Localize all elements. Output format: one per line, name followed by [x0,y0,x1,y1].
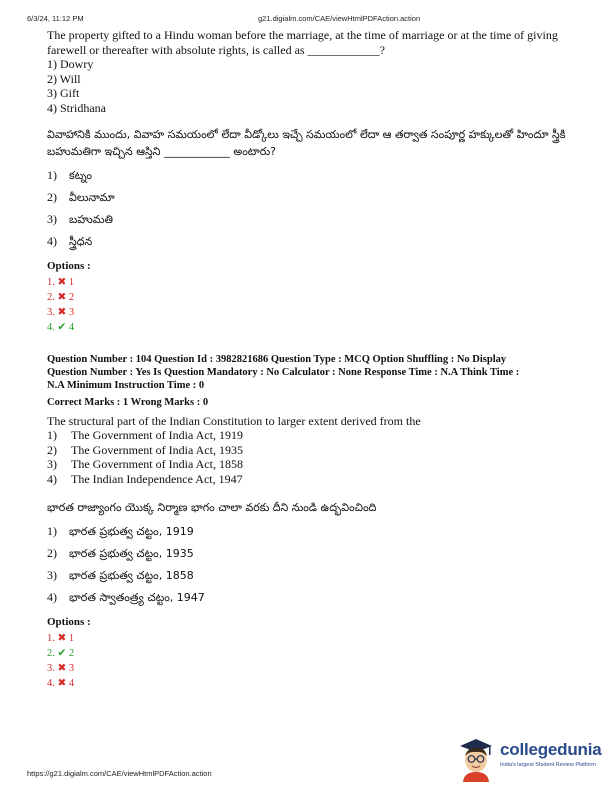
q104-option-en-1 [47,428,567,443]
option-number: 1) [47,523,57,538]
q104-answer-2: 2. ✔ 2 [47,647,75,659]
q103-option-te-4 [47,230,567,252]
student-mascot-icon [456,736,496,782]
q103-option-en-2: 2) Will [47,71,81,86]
option-text: The Indian Independence Act, 1947 [71,471,243,486]
option-text: బహుమతి [69,212,113,226]
q103-text-te: వివాహానికి ముందు, వివాహ సమయంలో లేదా వీడ్కోలు ఇచ్చే సమయంలో లేదా ఆ తర్వాత సంపూర్ణ హక్కులతో హిందూ స్త్రీకి బహుమతిగా ఇచ్చిన ఆస్తిని ____________ అంటారు? [47,127,566,158]
option-text: భారత ప్రభుత్వ చట్టం, 1919 [69,524,194,538]
q104-option-te-1 [47,520,567,542]
option-number: 3) [47,567,57,582]
option-number: 3) [47,457,57,472]
q103-text-en: The property gifted to a Hindu woman before the marriage, at the time of marriage or at the time of giving farewell or thereafter with absolute rights, is called as ____________? [47,28,558,57]
q104-option-te-2 [47,542,567,564]
logo-tagline: India's largest Student Review Platform [500,762,596,768]
q103-option-te-3 [47,208,567,230]
q104-meta-line-3: N.A Minimum Instruction Time : 0 [47,379,205,391]
option-number: 3) [47,211,57,226]
q104-answer-4: 4. ✖ 4 [47,677,75,689]
option-text: The Government of India Act, 1919 [71,428,243,443]
option-text: కట్నం [69,168,92,182]
q103-option-en-4: 4) Stridhana [47,100,106,115]
q104-answer-3: 3. ✖ 3 [47,662,75,674]
q104-option-en-3 [47,457,567,472]
option-text: వీలునామా [69,190,115,204]
option-text: The Government of India Act, 1858 [71,457,243,472]
q104-option-en-2 [47,443,567,458]
option-text: భారత స్వాతంత్ర్య చట్టం, 1947 [69,590,205,604]
q104-options-label: Options : [47,615,91,628]
q104-text-te: భారత రాజ్యాంగం యొక్క నిర్మాణ భాగం చాలా వరకు దీని నుండి ఉద్భవించింది [47,500,377,514]
option-text: The Government of India Act, 1935 [71,442,243,457]
q103-option-en-3: 3) Gift [47,86,80,101]
q104-meta-line-1: Question Number : 104 Question Id : 3982821686 Question Type : MCQ Option Shuffling : No Display [47,353,507,365]
option-text: స్త్రీధన [69,234,93,248]
q103-answer-4: 4. ✔ 4 [47,321,75,333]
q103-option-te-1 [47,164,567,186]
browser-print-header [0,14,612,26]
q104-option-te-3 [47,564,567,586]
q104-option-en-4 [47,472,567,487]
question-content [47,28,567,691]
q103-answer-2: 2. ✖ 2 [47,291,75,303]
q104-options-te [47,520,567,608]
q104-text-en: The structural part of the Indian Constitution to larger extent derived from the [47,413,421,428]
q103-options-label: Options : [47,259,91,272]
print-footer-url: https://g21.digialm.com/CAE/viewHtmlPDFAction.action [27,769,212,778]
print-url: g21.digialm.com/CAE/viewHtmlPDFAction.action [258,14,421,23]
option-number: 2) [47,442,57,457]
q104-marks: Correct Marks : 1 Wrong Marks : 0 [47,396,209,408]
option-number: 2) [47,189,57,204]
q103-options-en [47,57,567,115]
q103-options-te [47,164,567,252]
option-number: 4) [47,589,57,604]
option-number: 4) [47,233,57,248]
option-text: భారత ప్రభుత్వ చట్టం, 1858 [69,568,194,582]
option-number: 1) [47,428,57,443]
q104-answer-1: 1. ✖ 1 [47,632,75,644]
q103-option-en-1: 1) Dowry [47,57,94,72]
print-date: 6/3/24, 11:12 PM [27,14,84,23]
q103-answer-3: 3. ✖ 3 [47,306,75,318]
q103-option-te-2 [47,186,567,208]
collegedunia-logo [456,736,606,784]
option-number: 2) [47,545,57,560]
option-text: భారత ప్రభుత్వ చట్టం, 1935 [69,546,194,560]
option-number: 1) [47,167,57,182]
logo-wordmark: collegedunia [500,740,602,759]
q104-meta-line-2: Question Number : Yes Is Question Mandatory : No Calculator : None Response Time : N.A Think Time : [47,366,520,378]
q103-answer-1: 1. ✖ 1 [47,276,75,288]
q104-option-te-4 [47,586,567,608]
option-number: 4) [47,471,57,486]
q104-options-en [47,428,567,486]
